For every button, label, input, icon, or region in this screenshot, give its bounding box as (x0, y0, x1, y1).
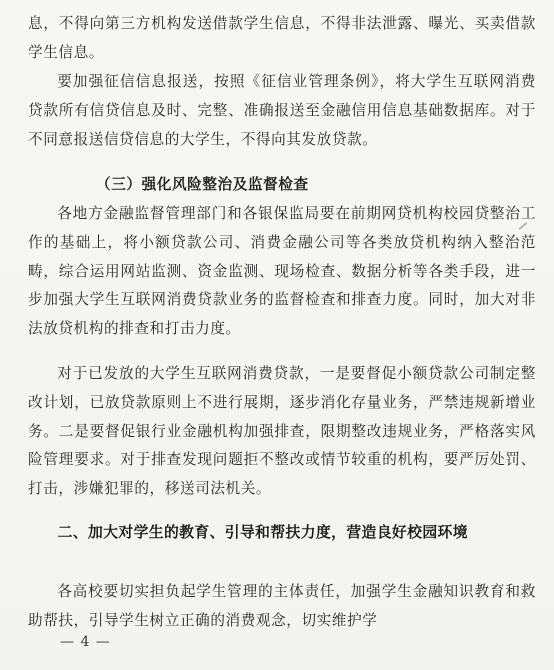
paragraph-credit-reporting: 要加强征信信息报送，按照《征信业管理条例》，将大学生互联网消费贷款所有信贷信息及时、完整、准确报送至金融信用信息基础数据库。对于不同意报送信贷信息的大学生，不得向其发放贷款。 (28, 73, 536, 148)
paragraph-privacy-continuation: 息，不得向第三方机构发送借款学生信息，不得非法泄露、曝光、买卖借款学生信息。 (28, 15, 536, 61)
heading-education-guidance: 二、加大对学生的教育、引导和帮扶力度，营造良好校园环境 (57, 524, 468, 541)
paragraph-university-responsibility: 各高校要切实担负起学生管理的主体责任，加强学生金融知识教育和救助帮扶，引导学生树立正确的消费观念，切实维护学 (28, 583, 536, 629)
section-heading-risk-rectification: （三）强化风险整治及监督检查 (96, 176, 309, 193)
paragraph-regulator-inspection: 各地方金融监督管理部门和各银保监局要在前期网贷机构校园贷整治工作的基础上，将小额贷款公司、消费金融公司等各类放贷机构纳入整治范畴，综合运用网站监测、资金监测、现场检查、数据分析等各类手段，进一步加强大学生互联网消费贷款业务的监督检查和排查力度。同时，加大对非法放贷机构的排查和打击力度。 (28, 205, 536, 338)
paragraph-issued-loans: 对于已发放的大学生互联网消费贷款，一是要督促小额贷款公司制定整改计划，已放贷款原则上不进行展期，逐步消化存量业务，严禁违规新增业务。二是要督促银行业金融机构加强排查，限期整改违规业务，严格落实风险管理要求。对于排查发现问题拒不整改或情节较重的机构，要严厉处罚、打击，涉嫌犯罪的，移送司法机关。 (28, 365, 536, 498)
page-number: — 4 — (60, 634, 111, 650)
